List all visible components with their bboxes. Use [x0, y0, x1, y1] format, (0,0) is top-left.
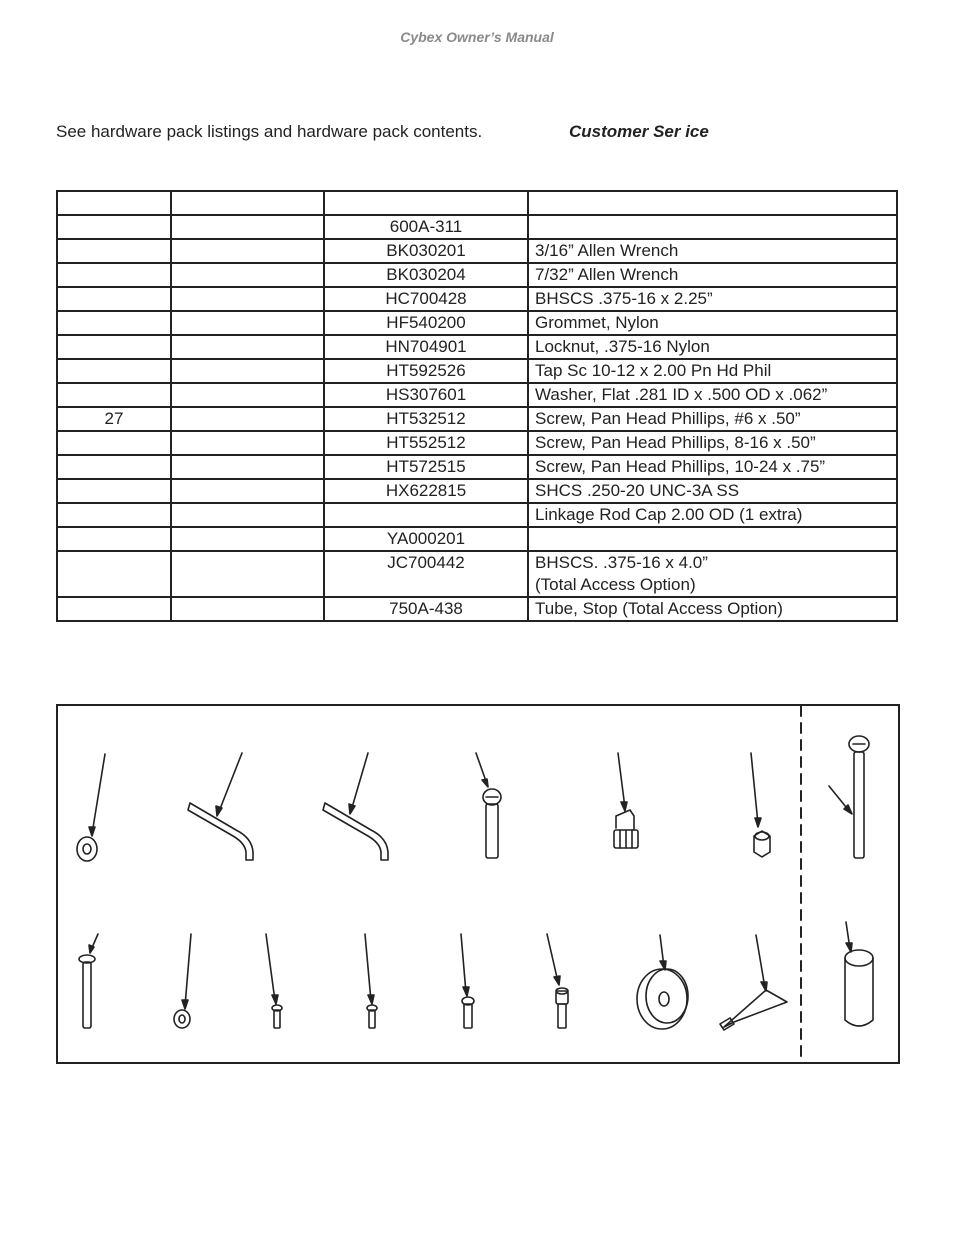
- table-cell: [57, 311, 171, 335]
- part-number-cell: [324, 503, 528, 527]
- description-cell: 7/32” Allen Wrench: [528, 263, 897, 287]
- table-cell: [57, 287, 171, 311]
- part-number-cell: HS307601: [324, 383, 528, 407]
- table-row: [57, 597, 897, 621]
- part-number-cell: HN704901: [324, 335, 528, 359]
- table-cell: [57, 597, 171, 621]
- part-number-cell: HC700428: [324, 287, 528, 311]
- flat-washer-icon: [174, 934, 191, 1028]
- allen-wrench-icon: [323, 753, 388, 860]
- long-bolt-icon: [829, 736, 869, 858]
- table-row: [57, 383, 897, 407]
- pan-head-screw-icon: [365, 934, 377, 1028]
- table-row: [57, 311, 897, 335]
- description-cell: BHSCS .375-16 x 2.25”: [528, 287, 897, 311]
- table-cell: [171, 239, 324, 263]
- table-cell: [57, 551, 171, 597]
- bolt-icon: [476, 753, 501, 858]
- table-cell: [57, 527, 171, 551]
- part-number-cell: 750A-438: [324, 597, 528, 621]
- table-cell: [57, 263, 171, 287]
- description-cell: Tap Sc 10-12 x 2.00 Pn Hd Phil: [528, 359, 897, 383]
- description-cell: Tube, Stop (Total Access Option): [528, 597, 897, 621]
- table-cell: [57, 359, 171, 383]
- hardware-pack-illustration: [56, 704, 900, 1064]
- table-cell: [171, 479, 324, 503]
- table-cell: [57, 215, 171, 239]
- table-row: [57, 551, 897, 597]
- table-cell: [171, 311, 324, 335]
- pan-head-screw-icon: [266, 934, 282, 1028]
- pan-head-screw-icon: [461, 934, 474, 1028]
- table-cell: [171, 527, 324, 551]
- intro-text: See hardware pack listings and hardware pack contents.: [56, 122, 483, 141]
- description-line: BHSCS. .375-16 x 4.0”: [535, 553, 708, 572]
- table-row: [57, 239, 897, 263]
- part-number-cell: 600A-311: [324, 215, 528, 239]
- table-cell: [57, 479, 171, 503]
- stop-tube-icon: [845, 922, 873, 1026]
- description-cell: Linkage Rod Cap 2.00 OD (1 extra): [528, 503, 897, 527]
- description-cell: SHCS .250-20 UNC-3A SS: [528, 479, 897, 503]
- hardware-parts-table: [56, 190, 898, 622]
- table-cell: [171, 407, 324, 431]
- description-cell: 3/16” Allen Wrench: [528, 239, 897, 263]
- table-cell: [324, 191, 528, 215]
- part-number-cell: YA000201: [324, 527, 528, 551]
- table-cell: [57, 239, 171, 263]
- table-cell: [171, 263, 324, 287]
- table-row: [57, 287, 897, 311]
- description-cell: Screw, Pan Head Phillips, 10-24 x .75”: [528, 455, 897, 479]
- table-cell: [57, 431, 171, 455]
- table-row: [57, 215, 897, 239]
- part-number-cell: HF540200: [324, 311, 528, 335]
- table-cell: [57, 455, 171, 479]
- table-cell: [57, 335, 171, 359]
- grommet-icon: [614, 753, 638, 848]
- locknut-icon: [751, 753, 770, 857]
- table-row: [57, 359, 897, 383]
- table-cell: [57, 383, 171, 407]
- description-cell: [528, 551, 897, 597]
- socket-cap-screw-icon: [547, 934, 568, 1028]
- description-line-2: (Total Access Option): [535, 575, 696, 594]
- manual-header: Cybex Owner’s Manual: [400, 29, 554, 45]
- table-cell: [171, 359, 324, 383]
- washer-icon: [77, 754, 105, 861]
- item-number-cell: 27: [57, 407, 171, 431]
- table-row: [57, 431, 897, 455]
- table-row: [57, 455, 897, 479]
- part-number-cell: BK030201: [324, 239, 528, 263]
- customer-service-label: Customer Ser ice: [569, 122, 709, 141]
- description-cell: Washer, Flat .281 ID x .500 OD x .062”: [528, 383, 897, 407]
- table-cell: [171, 597, 324, 621]
- table-cell: [171, 191, 324, 215]
- tap-screw-icon: [79, 934, 98, 1028]
- table-cell: [171, 215, 324, 239]
- table-cell: [57, 191, 171, 215]
- table-cell: [171, 383, 324, 407]
- part-number-cell: HT532512: [324, 407, 528, 431]
- table-cell: [528, 191, 897, 215]
- description-cell: Locknut, .375-16 Nylon: [528, 335, 897, 359]
- rod-cap-icon: [637, 935, 688, 1029]
- description-cell: Screw, Pan Head Phillips, 8-16 x .50”: [528, 431, 897, 455]
- part-number-cell: HT572515: [324, 455, 528, 479]
- table-row: [57, 407, 897, 431]
- table-cell: [171, 503, 324, 527]
- part-number-cell: HT552512: [324, 431, 528, 455]
- part-number-cell: HT592526: [324, 359, 528, 383]
- allen-wrench-icon: [188, 753, 253, 860]
- table-cell: [171, 335, 324, 359]
- table-row: [57, 479, 897, 503]
- table-row: [57, 263, 897, 287]
- table-row: [57, 503, 897, 527]
- part-number-cell: JC700442: [324, 551, 528, 597]
- table-row: [57, 335, 897, 359]
- linkage-rod-icon: [720, 935, 787, 1030]
- table-header-row: [57, 191, 897, 215]
- part-number-cell: BK030204: [324, 263, 528, 287]
- table-cell: [171, 431, 324, 455]
- table-cell: [171, 455, 324, 479]
- description-cell: [528, 527, 897, 551]
- table-row: [57, 527, 897, 551]
- table-cell: [57, 503, 171, 527]
- table-cell: [171, 551, 324, 597]
- hardware-drawing: [58, 706, 898, 1062]
- description-cell: [528, 215, 897, 239]
- part-number-cell: HX622815: [324, 479, 528, 503]
- description-cell: Screw, Pan Head Phillips, #6 x .50”: [528, 407, 897, 431]
- table-cell: [171, 287, 324, 311]
- description-cell: Grommet, Nylon: [528, 311, 897, 335]
